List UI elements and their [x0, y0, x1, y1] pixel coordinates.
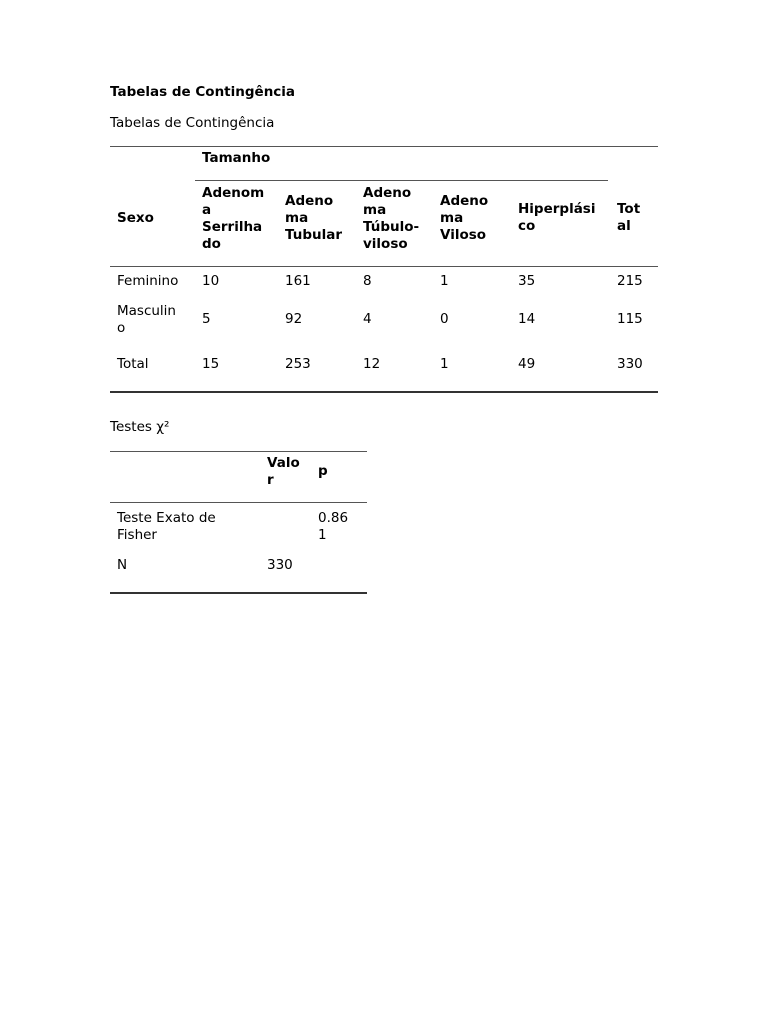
group-header-tamanho: Tamanho: [202, 150, 271, 166]
cell-value: 15: [202, 356, 220, 372]
col-header-total: Tot al: [617, 201, 641, 234]
cell-value: 4: [363, 311, 372, 327]
cell-value: 12: [363, 356, 381, 372]
cell-value: 215: [617, 273, 643, 289]
table-caption: Tabelas de Contingência: [110, 115, 275, 131]
table-bottom-rule: [110, 391, 658, 393]
row-header-sexo: Sexo: [117, 210, 154, 226]
col-header-adenoma-tubulo-viloso: Adeno ma Túbulo- viloso: [363, 185, 420, 252]
cell-value: 161: [285, 273, 311, 289]
group-header-rule: [195, 180, 608, 181]
cell-value: 115: [617, 311, 643, 327]
tests-header-rule: [110, 502, 367, 503]
col-header-adenoma-viloso: Adeno ma Viloso: [440, 193, 489, 243]
col-header-p: p: [318, 463, 328, 479]
tests-bottom-rule: [110, 592, 367, 594]
row-label: Feminino: [117, 273, 179, 289]
cell-value: 14: [518, 311, 536, 327]
cell-value: 92: [285, 311, 303, 327]
row-label: Masculin o: [117, 303, 176, 336]
row-label: Teste Exato de Fisher: [117, 510, 216, 543]
col-header-valor: Valo r: [267, 455, 300, 488]
cell-value: 1: [440, 356, 449, 372]
cell-value: 253: [285, 356, 311, 372]
cell-value: 0: [440, 311, 449, 327]
page-heading: Tabelas de Contingência: [110, 84, 296, 100]
table-top-rule: [110, 146, 658, 147]
cell-valor: 330: [267, 557, 293, 573]
col-header-hiperplasico: Hiperplási co: [518, 201, 596, 234]
cell-p: 0.86 1: [318, 510, 349, 543]
tests-caption: Testes χ²: [110, 419, 170, 435]
cell-value: 35: [518, 273, 536, 289]
tests-top-rule: [110, 451, 367, 452]
cell-value: 8: [363, 273, 372, 289]
col-header-adenoma-tubular: Adeno ma Tubular: [285, 193, 343, 243]
col-header-adenoma-serrilhado: Adenom a Serrilha do: [202, 185, 265, 252]
cell-value: 49: [518, 356, 536, 372]
row-label: Total: [117, 356, 149, 372]
cell-value: 5: [202, 311, 211, 327]
header-bottom-rule: [110, 266, 658, 267]
row-label: N: [117, 557, 128, 573]
cell-value: 1: [440, 273, 449, 289]
cell-value: 10: [202, 273, 220, 289]
cell-value: 330: [617, 356, 643, 372]
